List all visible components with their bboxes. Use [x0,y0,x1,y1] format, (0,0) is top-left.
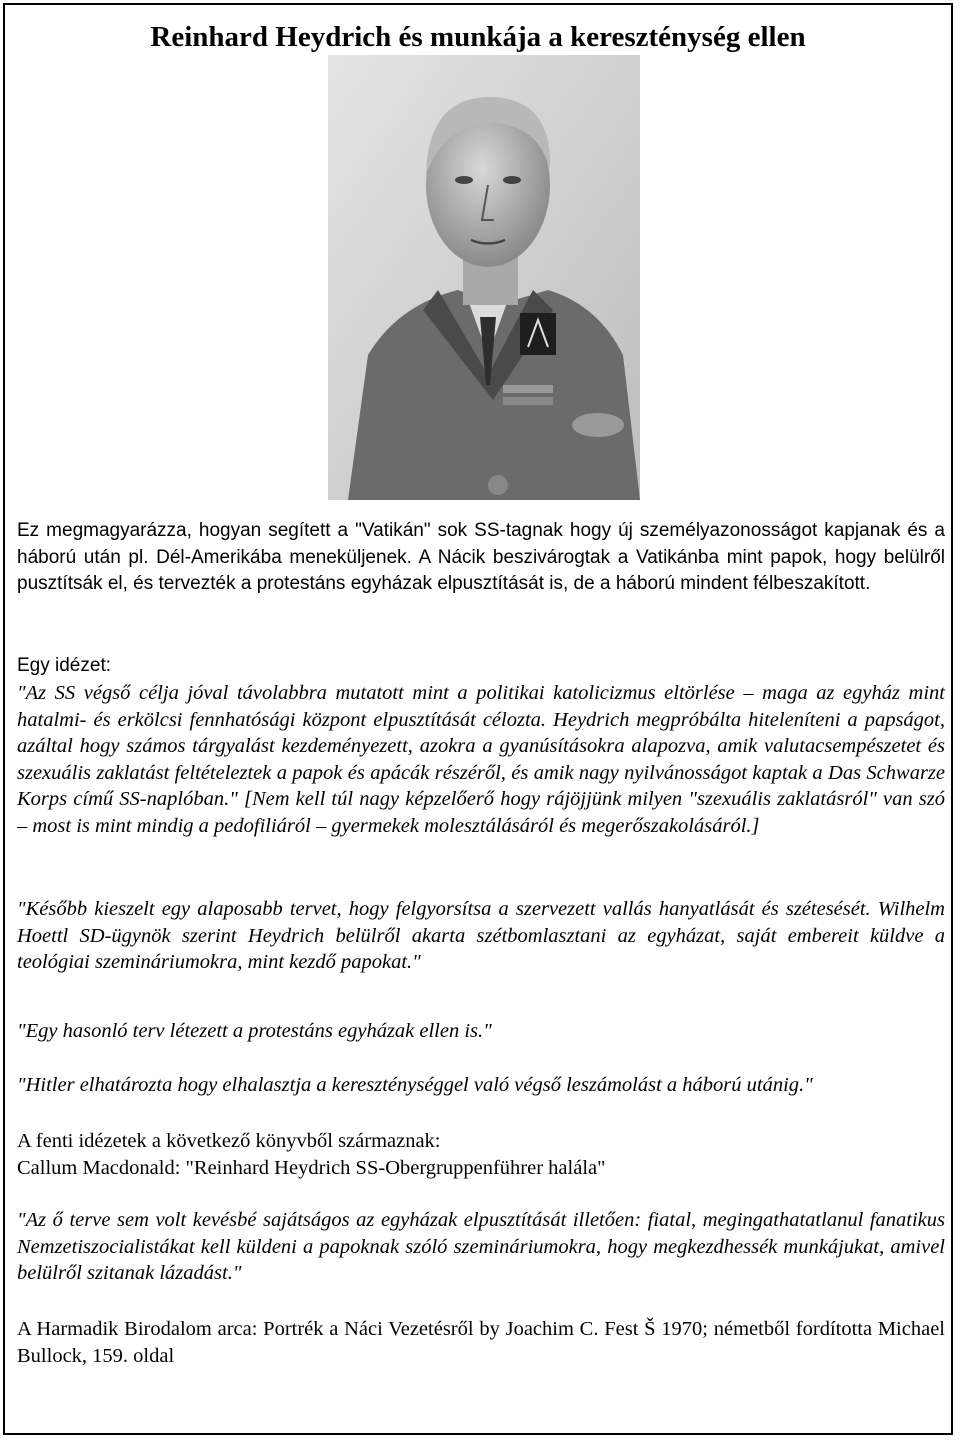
quote-4-text: "Hitler elhatározta hogy elhalasztja a kereszténységgel való végső leszámolást a háború utánig." [17,1074,813,1096]
intro-paragraph [17,518,945,598]
source-intro-text: A fenti idézetek a következő könyvből származnak: [17,1130,441,1152]
source-book-text: Callum Macdonald: "Reinhard Heydrich SS-Obergruppenführer halála" [17,1156,606,1179]
quote-label [17,653,945,680]
quote-1-text: "Az SS végső célja jóval távolabbra mutatott mint a politikai katolicizmus eltörlése – maga az egyház mint hatalmi- és erkölcsi fennhatósági központ elpusztítását célozta. Heydrich megpróbálta hiteleníteni a papságot, azáltal hogy számos tárgyalást kezdeményezett, azokra a gyanúsításokra alapozva, amik valutacsempészetet és szexuális zaklatást feltételeztek a papok és apácák részéről, és amik nagy nyilvánosságot kaptak a Das Schwarze Korps című SS-naplóban." [Nem kell túl nagy képzelőerő hogy rájöjjünk milyen "szexuális zaklatásról" van szó – most is mint mindig a pedofiliáról – gyermekek molesztálásáról és megerőszakolásáról.] [17,682,945,837]
quote-block-5 [17,1207,945,1287]
document-page [3,3,953,1435]
quote-block-3 [17,1018,945,1045]
quote-label-text: Egy idézet: [17,655,111,676]
quote-block-4 [17,1072,945,1099]
page-title: Reinhard Heydrich és munkája a kereszténység ellen [150,21,806,53]
source-2-text: A Harmadik Birodalom arca: Portrék a Náci Vezetésről by Joachim C. Fest Š 1970; németből fordította Michael Bullock, 159. oldal [17,1318,945,1367]
quote-block-2 [17,896,945,976]
portrait-photo [328,55,640,500]
intro-text: Ez megmagyarázza, hogyan segített a "Vatikán" sok SS-tagnak hogy új személyazonosságot kapjanak és a háború után pl. Dél-Amerikába meneküljenek. A Nácik beszivárogtak a Vatikánba mint papok, hogy belülről pusztítsák el, és tervezték a protestáns egyházak elpusztítását is, de a háború mindent félbeszakított. [17,520,945,594]
source-block [17,1128,945,1181]
quote-5-text: "Az ő terve sem volt kevésbé sajátságos az egyházak elpusztítását illetően: fiatal, megingathatatlanul fanatikus Nemzetiszocialistákat kell küldeni a papoknak szóló szemináriumokra, hogy megkezdhessék munkájukat, amivel belülről szitanak lázadást." [17,1209,945,1284]
quote-3-text: "Egy hasonló terv létezett a protestáns egyházak ellen is." [17,1020,492,1042]
source-block-2 [17,1316,945,1369]
quote-2-text: "Később kieszelt egy alaposabb tervet, hogy felgyorsítsa a szervezett vallás hanyatlását és szétesését. Wilhelm Hoettl SD-ügynök szerint Heydrich belülről akarta szétbomlasztani az egyházat, saját embereit küldve a teológiai szemináriumokra, mint kezdő papokat." [17,898,945,973]
quote-block-1 [17,680,945,839]
